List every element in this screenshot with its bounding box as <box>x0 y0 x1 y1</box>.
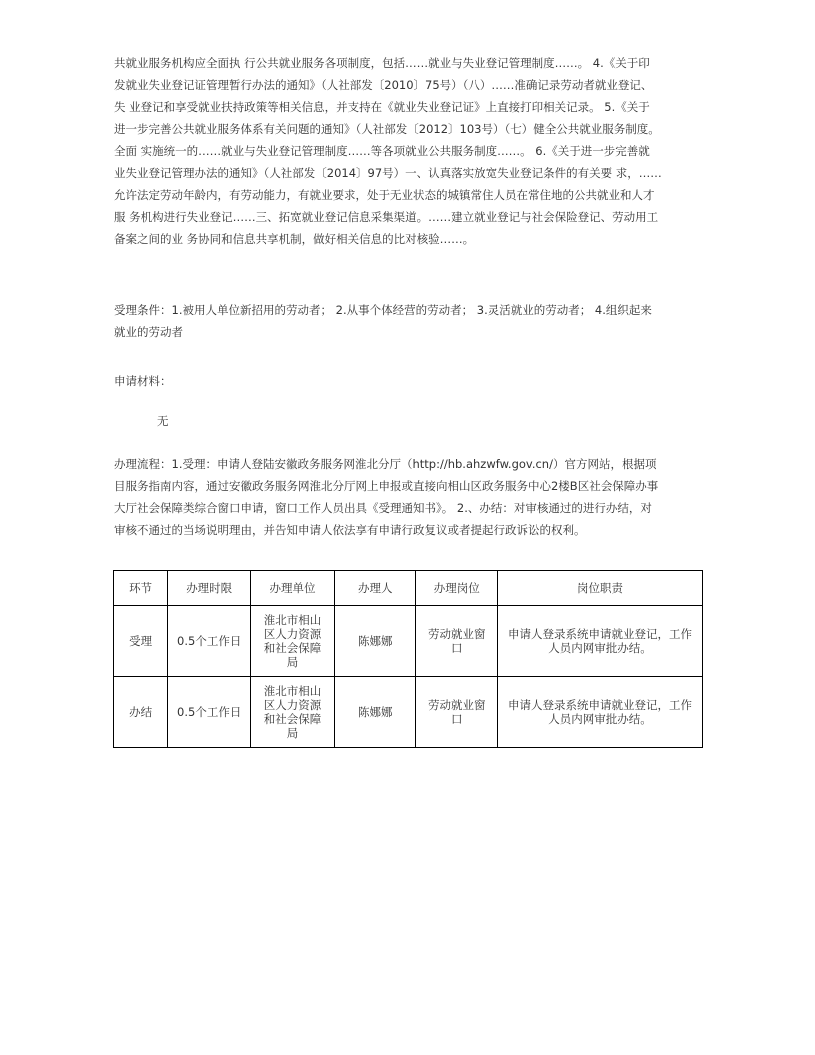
table-header-row <box>114 571 703 606</box>
table-row <box>114 606 703 677</box>
text-line: 目服务指南内容，通过安徽政务服务网淮北分厅网上申报或直接向相山区政务服务中心2楼B区社会保障办事 <box>114 479 659 493</box>
text-line: 审核不通过的当场说明理由，并告知申请人依法享有申请行政复议或者提起行政诉讼的权利。 <box>114 523 586 537</box>
text-line: 发就业失业登记证管理暂行办法的通知》（人社部发〔2010〕75号）（八）……准确记录劳动者就业登记、 <box>114 78 653 92</box>
header-post: 办理岗位 <box>416 571 497 606</box>
text-line: 失 业登记和享受就业扶持政策等相关信息，并支持在《就业失业登记证》上直接打印相关记录。 5.《关于 <box>114 100 650 114</box>
text-line: 允许法定劳动年龄内，有劳动能力，有就业要求，处于无业状态的城镇常住人员在常住地的公共就业和人才 <box>114 188 655 202</box>
text-line: 备案之间的业 务协同和信息共享机制，做好相关信息的比对核验……。 <box>114 232 475 246</box>
text-line: 业失业登记管理办法的通知》（人社部发〔2014〕97号）一、认真落实放宽失业登记条件的有关要 求，…… <box>114 166 662 180</box>
process-table <box>113 570 703 748</box>
header-step: 环节 <box>114 571 168 606</box>
table-row <box>114 677 703 748</box>
materials-value <box>157 410 747 432</box>
acceptance-conditions <box>114 299 704 343</box>
cell-unit: 淮北市相山区人力资源和社会保障局 <box>251 606 335 677</box>
header-unit: 办理单位 <box>251 571 335 606</box>
header-duty: 岗位职责 <box>497 571 702 606</box>
text-line: 全面 实施统一的……就业与失业登记管理制度……等各项就业公共服务制度……。 6.《关于进一步完善就 <box>114 144 650 158</box>
cell-post: 劳动就业窗口 <box>416 606 497 677</box>
header-time-limit: 办理时限 <box>168 571 251 606</box>
text-line: 无 <box>157 414 169 428</box>
process-flow-paragraph <box>114 453 704 541</box>
cell-duty: 申请人登录系统申请就业登记，工作人员内网审批办结。 <box>497 606 702 677</box>
header-handler: 办理人 <box>335 571 416 606</box>
cell-time-limit: 0.5个工作日 <box>168 606 251 677</box>
cell-duty: 申请人登录系统申请就业登记，工作人员内网审批办结。 <box>497 677 702 748</box>
cell-post: 劳动就业窗口 <box>416 677 497 748</box>
cell-unit: 淮北市相山区人力资源和社会保障局 <box>251 677 335 748</box>
text-line: 受理条件：1.被用人单位新招用的劳动者； 2.从事个体经营的劳动者； 3.灵活就业的劳动者； 4.组织起来 <box>114 303 652 317</box>
text-line: 申请材料： <box>114 374 172 388</box>
text-line: 大厅社会保障类综合窗口申请，窗口工作人员出具《受理通知书》。 2.、办结：对审核通过的进行办结，对 <box>114 501 652 515</box>
text-line: 服 务机构进行失业登记……三、拓宽就业登记信息采集渠道。……建立就业登记与社会保险登记、劳动用工 <box>114 210 659 224</box>
cell-time-limit: 0.5个工作日 <box>168 677 251 748</box>
text-line: 办理流程：1.受理：申请人登陆安徽政务服务网淮北分厅（http://hb.ahzwfw.gov.cn/）官方网站，根据项 <box>114 457 657 471</box>
text-line: 共就业服务机构应全面执 行公共就业服务各项制度，包括……就业与失业登记管理制度……。 4.《关于印 <box>114 56 650 70</box>
cell-step: 办结 <box>114 677 168 748</box>
text-line: 进一步完善公共就业服务体系有关问题的通知》（人社部发〔2012〕103号）（七）健全公共就业服务制度。 <box>114 122 660 136</box>
cell-step: 受理 <box>114 606 168 677</box>
cell-handler: 陈娜娜 <box>335 677 416 748</box>
legal-basis-paragraph <box>114 52 704 250</box>
cell-handler: 陈娜娜 <box>335 606 416 677</box>
text-line: 就业的劳动者 <box>114 325 183 339</box>
materials-label <box>114 370 704 392</box>
